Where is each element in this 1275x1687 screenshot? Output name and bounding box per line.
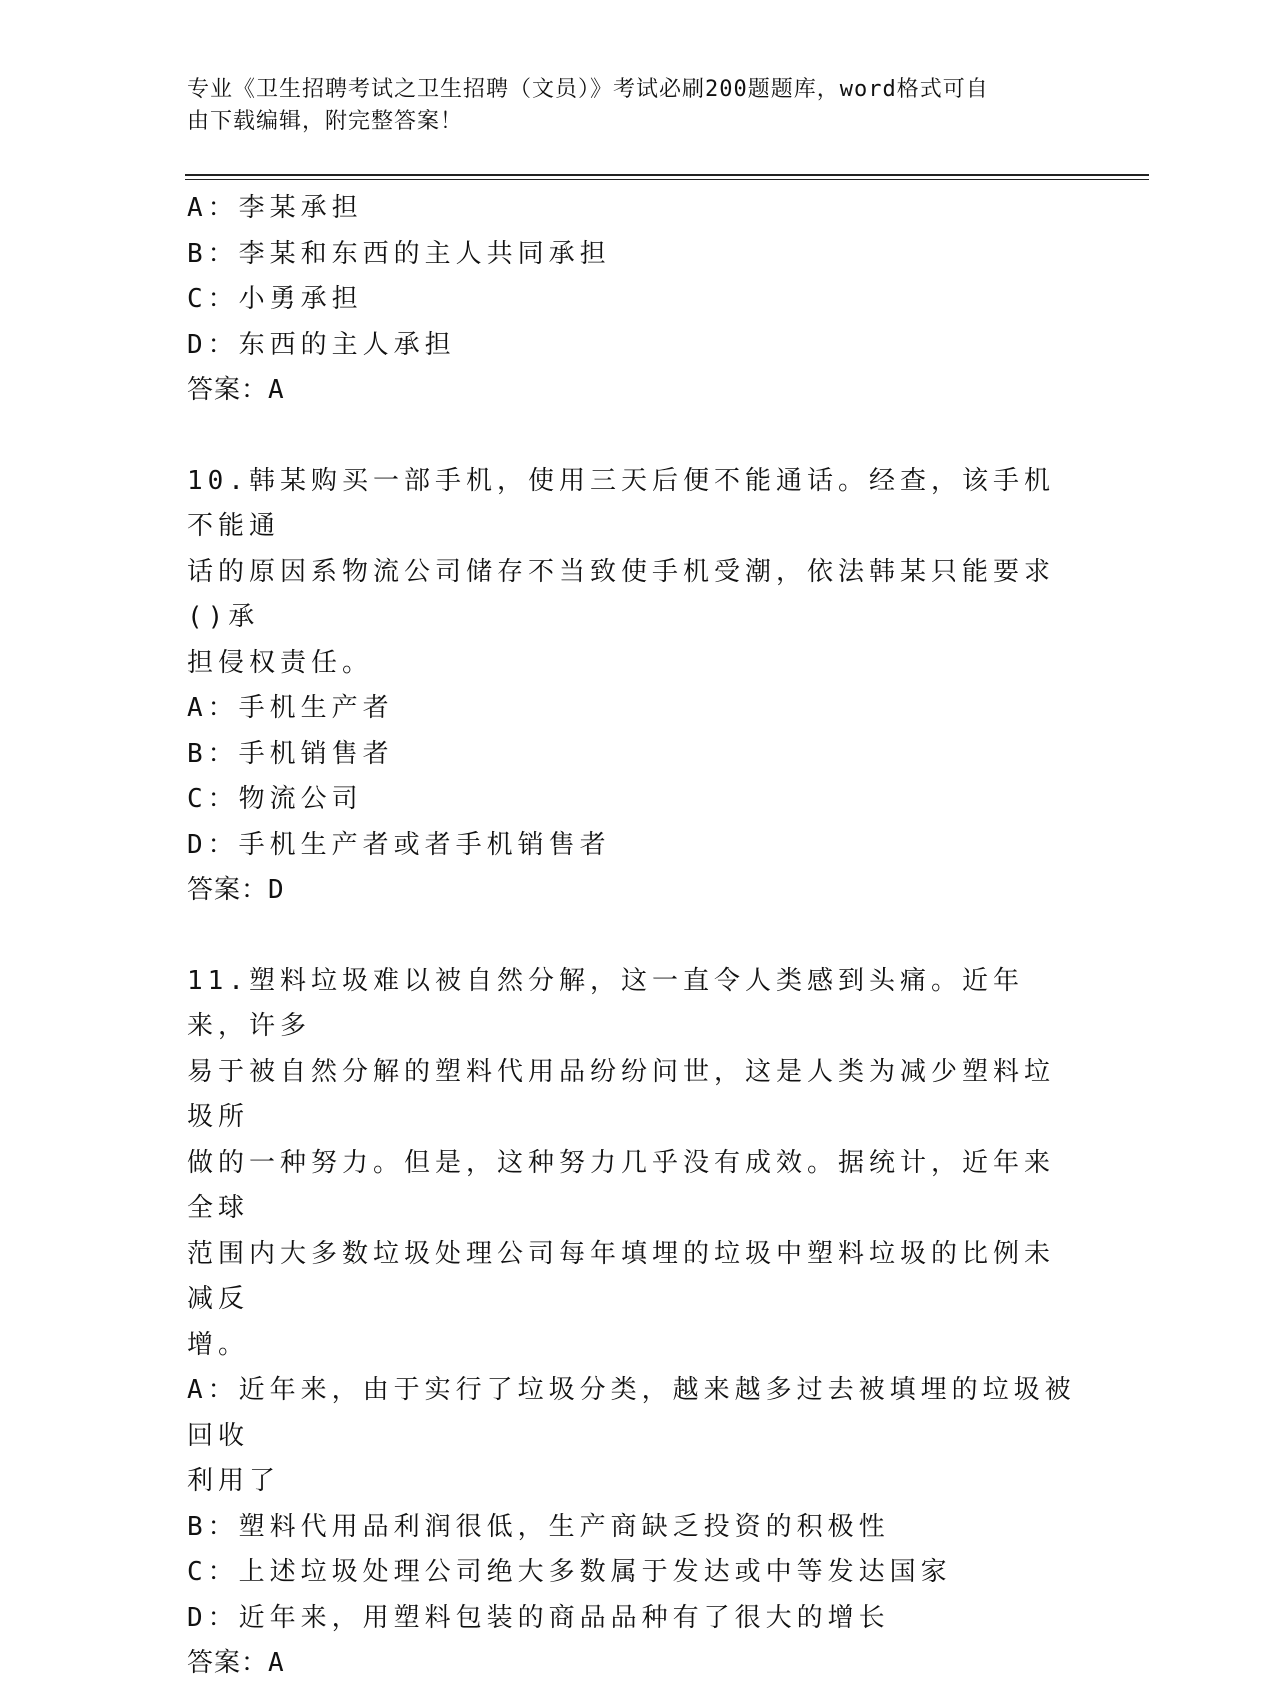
- question-11: [187, 959, 1077, 1687]
- option-a: A：李某承担: [187, 193, 363, 223]
- stem-line: 11.塑料垃圾难以被自然分解，这一直令人类感到头痛。近年来，许多: [187, 965, 1024, 1041]
- option-d: D：东西的主人承担: [187, 329, 456, 360]
- stem-line: 担侵权责任。: [187, 647, 374, 678]
- option-a: A：近年来，由于实行了垃圾分类，越来越多过去被填埋的垃圾被回收: [187, 1375, 1076, 1451]
- answer-line: 答案：A: [187, 1648, 285, 1678]
- stem-line: 增。: [187, 1329, 250, 1360]
- document-header: [187, 74, 1067, 138]
- option-c: C：小勇承担: [187, 284, 363, 314]
- stem-line: 话的原因系物流公司储存不当致使手机受潮，依法韩某只能要求()承: [187, 556, 1056, 632]
- question-9: [187, 186, 1077, 414]
- question-10: [187, 459, 1077, 914]
- option-c: C：上述垃圾处理公司绝大多数属于发达或中等发达国家: [187, 1557, 952, 1587]
- option-b: B：手机销售者: [187, 738, 394, 769]
- option-a: A：手机生产者: [187, 693, 394, 723]
- question-stem: [187, 959, 1077, 1369]
- stem-line: 10.韩某购买一部手机，使用三天后便不能通话。经查，该手机不能通: [187, 465, 1055, 541]
- question-stem: [187, 459, 1077, 687]
- header-line-1: 专业《卫生招聘考试之卫生招聘（文员）》考试必刷200题题库，word格式可自: [187, 77, 989, 102]
- option-c: C：物流公司: [187, 784, 363, 814]
- header-line-2: 由下载编辑，附完整答案！: [187, 109, 464, 134]
- answer-line: 答案：A: [187, 375, 285, 405]
- option-d: D：手机生产者或者手机销售者: [187, 829, 611, 860]
- answer-line: 答案：D: [187, 875, 285, 905]
- option-a-continued: 利用了: [187, 1466, 281, 1496]
- stem-line: 做的一种努力。但是，这种努力几乎没有成效。据统计，近年来全球: [187, 1147, 1056, 1223]
- stem-line: 易于被自然分解的塑料代用品纷纷问世，这是人类为减少塑料垃圾所: [187, 1056, 1056, 1132]
- option-d: D：近年来，用塑料包装的商品品种有了很大的增长: [187, 1602, 890, 1633]
- option-b: B：塑料代用品利润很低，生产商缺乏投资的积极性: [187, 1511, 890, 1542]
- option-b: B：李某和东西的主人共同承担: [187, 238, 611, 269]
- header-divider: [185, 174, 1149, 180]
- question-list: [187, 186, 1077, 1687]
- stem-line: 范围内大多数垃圾处理公司每年填埋的垃圾中塑料垃圾的比例未减反: [187, 1238, 1056, 1314]
